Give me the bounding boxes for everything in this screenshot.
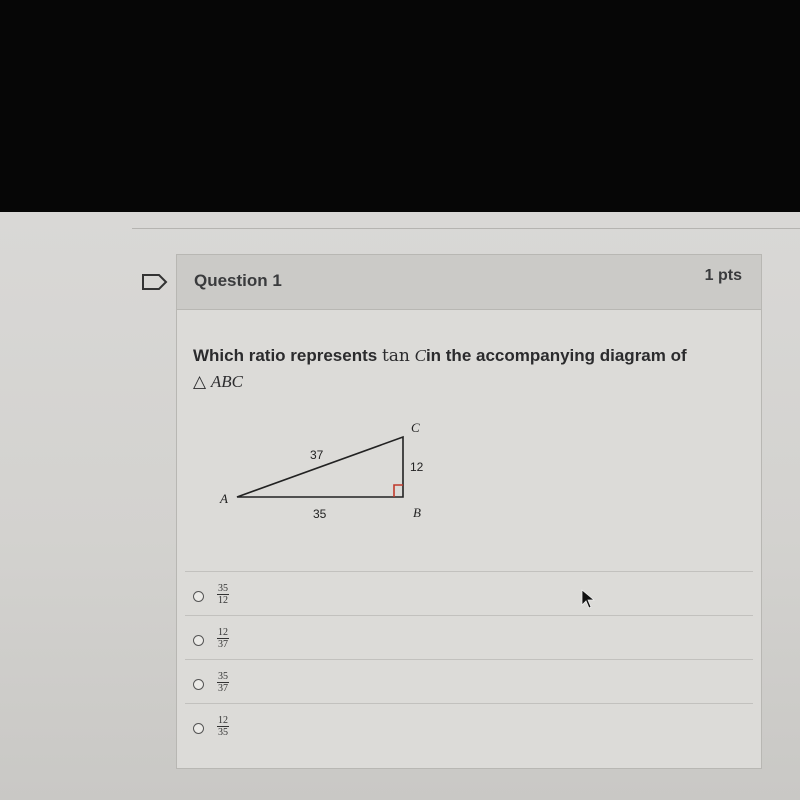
prompt-text-end: in the accompanying diagram of bbox=[425, 346, 687, 365]
triangle-name: ABC bbox=[210, 372, 243, 391]
fraction-numerator: 12 bbox=[218, 627, 228, 638]
radio-button-icon[interactable] bbox=[193, 679, 204, 690]
answer-fraction bbox=[217, 715, 229, 738]
prompt-angle-var: C bbox=[414, 346, 426, 365]
triangle-abc bbox=[237, 437, 403, 497]
answer-separator bbox=[185, 703, 753, 704]
side-label-ac: 37 bbox=[310, 448, 324, 462]
triangle-symbol: △ bbox=[193, 372, 207, 392]
fraction-denominator: 12 bbox=[218, 595, 228, 606]
flag-icon[interactable] bbox=[141, 273, 169, 291]
answer-option-2[interactable] bbox=[189, 623, 729, 661]
side-label-ab: 35 bbox=[313, 507, 327, 521]
answer-fraction bbox=[217, 583, 229, 606]
fraction-denominator: 37 bbox=[218, 639, 228, 650]
answer-separator bbox=[185, 615, 753, 616]
right-angle-marker bbox=[394, 485, 403, 497]
side-label-bc: 12 bbox=[410, 460, 424, 474]
question-card bbox=[176, 254, 762, 769]
answer-fraction bbox=[217, 671, 229, 694]
answer-option-3[interactable] bbox=[189, 667, 729, 705]
fraction-numerator: 12 bbox=[218, 715, 228, 726]
answer-fraction bbox=[217, 627, 229, 650]
question-title: Question 1 bbox=[194, 271, 282, 290]
mouse-cursor-icon bbox=[581, 589, 595, 609]
page-divider bbox=[132, 228, 800, 229]
question-header bbox=[177, 255, 761, 310]
radio-button-icon[interactable] bbox=[193, 635, 204, 646]
radio-button-icon[interactable] bbox=[193, 723, 204, 734]
answer-option-1[interactable] bbox=[189, 579, 729, 617]
answer-separator bbox=[185, 659, 753, 660]
triangle-diagram bbox=[217, 415, 457, 525]
vertex-label-a: A bbox=[220, 491, 228, 506]
question-points: 1 pts bbox=[704, 267, 742, 284]
radio-button-icon[interactable] bbox=[193, 591, 204, 602]
vertex-label-b: B bbox=[413, 505, 421, 520]
vertex-label-c: C bbox=[411, 420, 420, 435]
answer-option-4[interactable] bbox=[189, 711, 729, 749]
fraction-denominator: 35 bbox=[218, 727, 228, 738]
prompt-tan: tan bbox=[381, 346, 410, 366]
prompt-text-start: Which ratio represents bbox=[193, 346, 382, 365]
fraction-numerator: 35 bbox=[218, 583, 228, 594]
answer-separator bbox=[185, 571, 753, 572]
fraction-numerator: 35 bbox=[218, 671, 228, 682]
fraction-denominator: 37 bbox=[218, 683, 228, 694]
question-prompt bbox=[193, 343, 733, 395]
